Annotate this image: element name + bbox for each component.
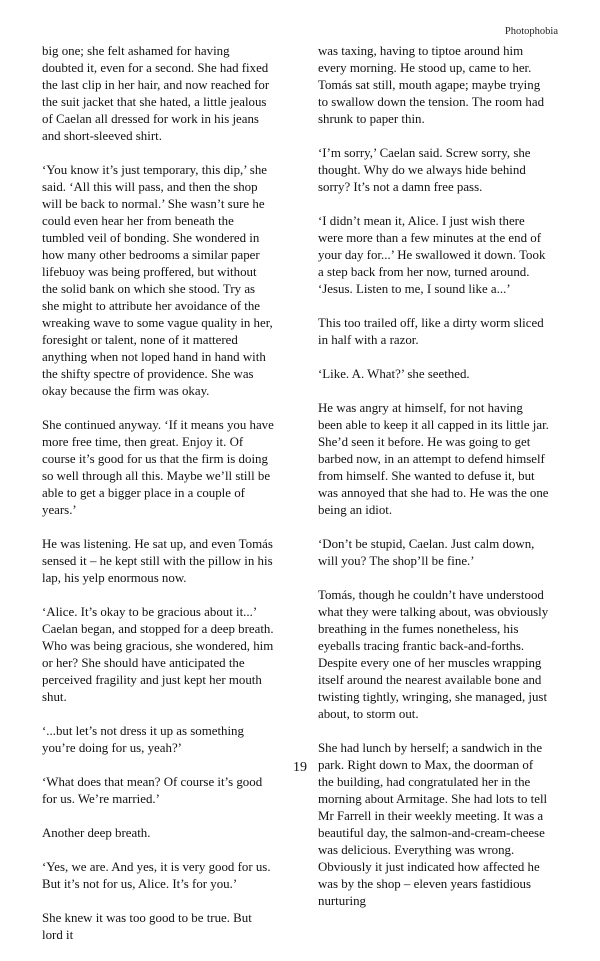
paragraph: ‘Yes, we are. And yes, it is very good for us. But it’s not for us, Alice. It’s for you.’ [42, 860, 271, 891]
paragraph: ‘I’m sorry,’ Caelan said. Screw sorry, she thought. Why do we always hide behind sorry? It’s not a damn free pass. [318, 146, 531, 194]
paragraph: He was listening. He sat up, and even Tomás sensed it – he kept still with the pillow in his lap, his yelp enormous now. [42, 537, 273, 585]
paragraph: He was angry at himself, for not having been able to keep it all capped in its little jar. She’d seen it before. He was going to get barbed now, in an attempt to defend himself from himself. She wanted to defuse it, but was annoyed that she had to. He was the one being an idiot. [318, 401, 549, 517]
paragraph: big one; she felt ashamed for having doubted it, even for a second. She had fixed the last clip in her hair, and now reached for the suit jacket that she hated, a little jealous of Caelan all dressed for work in his jeans and short-sleeved shirt. [42, 44, 270, 143]
paragraph: ‘Alice. It’s okay to be gracious about it...’ Caelan began, and stopped for a deep breath. Who was being gracious, she wondered, him or her? She should have anticipated the perceived fragility and just kept her mouth shut. [42, 605, 274, 704]
paragraph: She knew it was too good to be true. But lord it [42, 911, 252, 942]
paragraph: ‘I didn’t mean it, Alice. I just wish there were more than a few minutes at the end of your day for...’ He swallowed it down. Took a step back from her now, turned around. ‘Jesus. Listen to me, I sound like a...’ [318, 214, 546, 296]
running-header: Photophobia [504, 26, 558, 37]
paragraph: ‘What does that mean? Of course it’s good for us. We’re married.’ [42, 775, 263, 806]
page-number: 19 [293, 760, 307, 775]
paragraph: ‘...but let’s not dress it up as something you’re doing for us, yeah?’ [42, 724, 244, 755]
paragraph: ‘Like. A. What?’ she seethed. [318, 367, 470, 381]
paragraph: Another deep breath. [42, 826, 151, 840]
paragraph: Tomás, though he couldn’t have understood what they were talking about, was obviously breathing in the fumes nonetheless, his eyeballs tracing frantic back-and-forths. Despite every one of her muscles wrapping itself around the nearest available bone and twisting tightly, wringing, she managed, just about, to storm out. [318, 588, 549, 721]
paragraph: She continued anyway. ‘If it means you have more free time, then great. Enjoy it. Of course it’s good for us that the firm is doing so well through all this. Maybe we’ll still be able to get a bigger place in a couple of years.’ [42, 418, 274, 517]
paragraph: This too trailed off, like a dirty worm sliced in half with a razor. [318, 316, 544, 347]
right-text-column [318, 43, 550, 927]
paragraph: ‘Don’t be stupid, Caelan. Just calm down, will you? The shop’ll be fine.’ [318, 537, 535, 568]
paragraph: ‘You know it’s just temporary, this dip,’ she said. ‘All this will pass, and then the shop will be back to normal.’ She wasn’t sure he could even hear her from beneath the tumbled veil of bonding. She wondered in how many other bedrooms a similar paper lifebuoy was being proffered, but without the solid bank on which she stood. Try as she might to attribute her avoidance of the wreaking wave to some vague quality in her, foresight or talent, none of it mattered anything when not loped hand in hand with the shifty spectre of providence. She was okay because the firm was okay. [42, 163, 273, 398]
left-text-column [42, 43, 274, 961]
paragraph: was taxing, having to tiptoe around him every morning. He stood up, came to her. Tomás sat still, mouth agape; maybe trying to swallow down the tension. The room had shrunk to paper thin. [318, 44, 545, 126]
paragraph: Obviously it just indicated how affected he was by the shop – eleven years fastidious nurturing [318, 860, 540, 908]
paragraph: She had lunch by herself; a sandwich in the park. Right down to Max, the doorman of the building, had congratulated her in the morning about Armitage. She had lots to tell Mr Farrell in their weekly meeting. It was a beautiful day, the salmon-and-cream-cheese was delicious. Everything was wrong. [318, 741, 548, 857]
